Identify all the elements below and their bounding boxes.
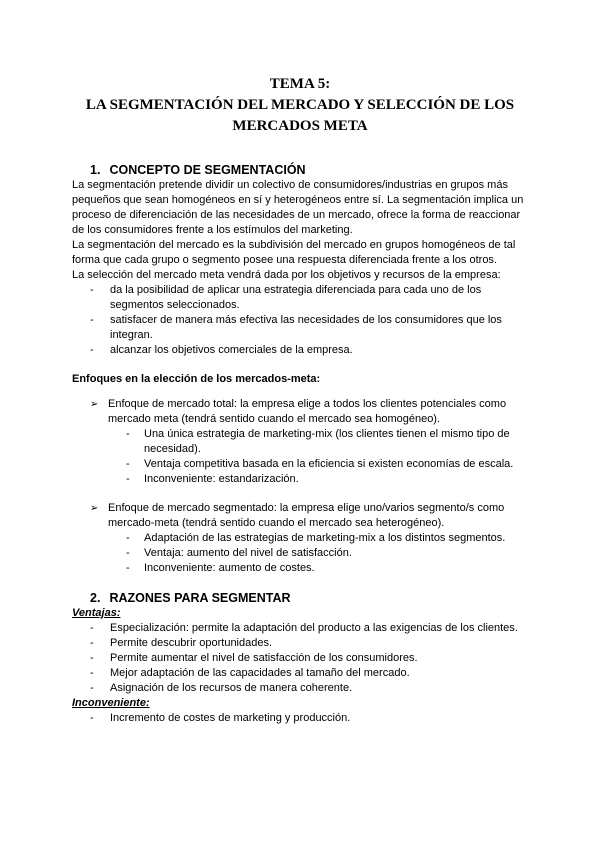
- list-item: - Una única estrategia de marketing-mix (los clientes tienen el mismo tipo de necesidad).: [72, 427, 532, 457]
- section-2-heading: [72, 590, 532, 606]
- list-item: - Inconveniente: aumento de costes.: [72, 561, 532, 576]
- title-line-3: MERCADOS META: [232, 118, 368, 134]
- enfoque-segmentado-text: Enfoque de mercado segmentado: la empresa elige uno/varios segmento/s como mercado-meta (tendrá sentido cuando el mercado sea heterogéneo).: [108, 502, 505, 529]
- paragraph-3: La selección del mercado meta vendrá dada por los objetivos y recursos de la empresa:: [72, 269, 501, 281]
- ventajas-label: Ventajas:: [72, 607, 121, 619]
- list-item: - Incremento de costes de marketing y producción.: [72, 711, 532, 726]
- title-line-1: TEMA 5:: [269, 76, 331, 92]
- list-item: - Mejor adaptación de las capacidades al tamaño del mercado.: [72, 666, 532, 681]
- section-1-heading: [72, 162, 532, 178]
- list-item: - Adaptación de las estrategias de marketing-mix a los distintos segmentos.: [72, 531, 532, 546]
- list-item: - Asignación de los recursos de manera coherente.: [72, 681, 532, 696]
- enfoque-segmentado: [72, 501, 532, 531]
- paragraph-2: La segmentación del mercado es la subdivisión del mercado en grupos homogéneos de tal forma que cada grupo o segmento posee una respuesta diferenciada frente a los otros.: [72, 239, 516, 266]
- list-item: - Inconveniente: estandarización.: [72, 472, 532, 487]
- list-item: - Ventaja competitiva basada en la eficiencia si existen economías de escala.: [72, 457, 532, 472]
- list-item: - alcanzar los objetivos comerciales de la empresa.: [72, 343, 532, 358]
- arrow-bullet-icon: ➢: [90, 399, 99, 410]
- list-item: - Especialización: permite la adaptación del producto a las exigencias de los clientes.: [72, 621, 532, 636]
- paragraph-1: La segmentación pretende dividir un colectivo de consumidores/industrias en grupos más pequeños que sean homogéneos en sí y heterogéneos entre sí. La segmentación implica un proceso de diferenciación de las necesidades de un mercado, ofrece la forma de reaccionar de los consumidores frente a los estímulos del marketing.: [72, 179, 524, 236]
- section-2-title: RAZONES PARA SEGMENTAR: [109, 591, 291, 605]
- list-item: - da la posibilidad de aplicar una estrategia diferenciada para cada uno de los segmentos seleccionados.: [72, 283, 532, 313]
- enfoques-title: Enfoques en la elección de los mercados-meta:: [72, 373, 321, 385]
- title-line-2: LA SEGMENTACIÓN DEL MERCADO Y SELECCIÓN DE LOS: [85, 97, 515, 113]
- list-item: - Permite aumentar el nivel de satisfacción de los consumidores.: [72, 651, 532, 666]
- enfoque-total: [72, 397, 532, 427]
- section-1-title: CONCEPTO DE SEGMENTACIÓN: [109, 163, 306, 177]
- list-item: - satisfacer de manera más efectiva las necesidades de los consumidores que los integran.: [72, 313, 532, 343]
- enfoque-total-text: Enfoque de mercado total: la empresa elige a todos los clientes potenciales como mercado meta (tendrá sentido cuando el mercado sea homogéneo).: [108, 398, 507, 425]
- document-body: [72, 162, 532, 726]
- arrow-bullet-icon: ➢: [90, 503, 99, 514]
- document-title: [0, 74, 600, 137]
- list-item: - Ventaja: aumento del nivel de satisfacción.: [72, 546, 532, 561]
- section-1-number: 1.: [90, 163, 101, 177]
- section-2-number: 2.: [90, 591, 101, 605]
- list-item: - Permite descubrir oportunidades.: [72, 636, 532, 651]
- inconveniente-label: Inconveniente:: [72, 697, 150, 709]
